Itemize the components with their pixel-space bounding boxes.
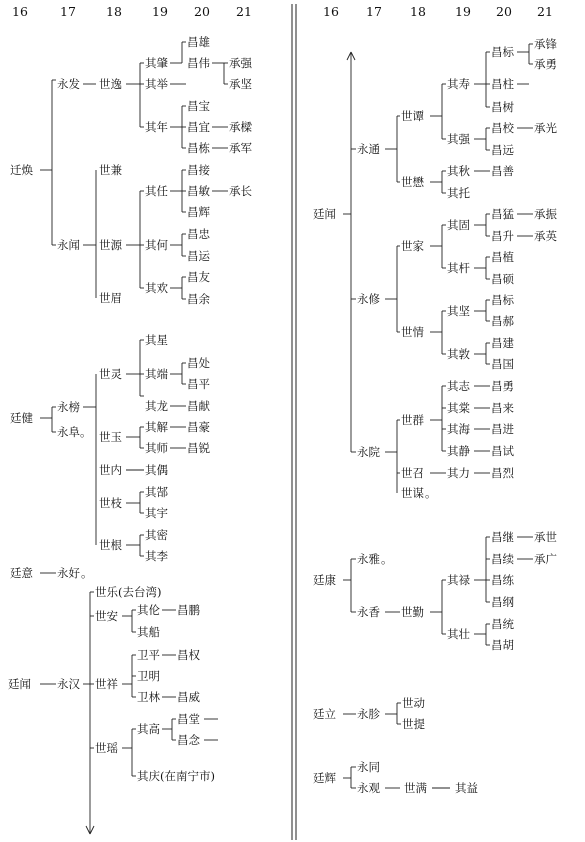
person-name: 永雅 [357, 552, 380, 566]
left-tree-1 [10, 35, 252, 306]
person-name: 昌标 [491, 293, 514, 307]
person-name: 昌念 [177, 733, 200, 747]
person-name: 其棠 [447, 401, 470, 415]
gen-header-18: 18 [410, 4, 426, 19]
person-name: 其益 [455, 781, 478, 795]
person-name: 其秋 [447, 164, 470, 178]
person-name: 承强 [229, 56, 252, 70]
person-name: 永观 [357, 781, 380, 795]
person-name: 永闻 [57, 238, 80, 252]
person-name: 其宇 [145, 506, 168, 520]
person-name: 世满 [404, 781, 427, 795]
person-name: 世情 [401, 325, 424, 339]
person-name: 世乐(去台湾) [95, 585, 162, 599]
person-name: 永汉 [57, 677, 80, 691]
person-name: 其龙 [145, 399, 168, 413]
right-tree-3 [313, 696, 425, 731]
gen-header-17: 17 [366, 4, 382, 19]
person-name: 永好 [57, 566, 80, 580]
person-name: 卫明 [137, 669, 160, 683]
person-name: 昌续 [491, 552, 514, 566]
person-name: 廷辉 [313, 771, 336, 785]
person-name: 昌运 [187, 249, 210, 263]
person-name: 世提 [402, 717, 425, 731]
person-name: 其庆(在南宁市) [137, 769, 215, 783]
person-name: 其星 [145, 333, 168, 347]
person-name: 昌国 [491, 357, 514, 371]
gen-header-19: 19 [152, 4, 168, 19]
person-name: 承坚 [229, 77, 252, 91]
person-name: 其何 [145, 238, 168, 252]
ellipsis-mark: 。 [81, 566, 93, 580]
person-name: 其欢 [145, 281, 168, 295]
person-name: 永香 [357, 605, 380, 619]
left-tree-4 [8, 585, 218, 834]
person-name: 昌校 [491, 121, 514, 135]
person-name: 昌忠 [187, 227, 210, 241]
person-name: 昌宜 [187, 120, 210, 134]
person-name: 廷康 [313, 573, 336, 587]
person-name: 其李 [145, 549, 168, 563]
person-name: 昌硕 [491, 272, 514, 286]
connector-line [347, 52, 351, 60]
person-name: 承光 [534, 121, 557, 135]
person-name: 永阜 [57, 425, 80, 439]
person-name: 承长 [229, 184, 252, 198]
person-name: 昌献 [187, 399, 210, 413]
person-name: 其举 [145, 77, 168, 91]
person-name: 世安 [95, 609, 118, 623]
person-name: 昌权 [177, 648, 200, 662]
person-name: 其壮 [447, 627, 470, 641]
person-name: 其海 [447, 422, 470, 436]
person-name: 其任 [145, 184, 168, 198]
person-name: 世逸 [99, 77, 122, 91]
person-name: 昌平 [187, 377, 210, 391]
person-name: 世祥 [95, 677, 118, 691]
person-name: 世枝 [99, 496, 122, 510]
person-name: 其年 [145, 120, 168, 134]
person-name: 世谭 [401, 109, 424, 123]
ellipsis-mark: 。 [425, 486, 437, 500]
person-name: 承英 [534, 229, 557, 243]
person-name: 昌统 [491, 617, 514, 631]
person-name: 昌继 [491, 530, 514, 544]
person-name: 承世 [534, 530, 557, 544]
person-name: 其坚 [447, 304, 470, 318]
person-name: 昌升 [491, 229, 514, 243]
person-name: 昌柱 [491, 77, 514, 91]
person-name: 其端 [145, 367, 168, 381]
person-name: 廷立 [313, 707, 336, 721]
person-name: 承广 [534, 552, 557, 566]
ellipsis-mark: 。 [381, 552, 393, 566]
person-name: 昌接 [187, 163, 210, 177]
person-name: 卫林 [137, 690, 160, 704]
person-name: 世瑶 [95, 741, 118, 755]
person-name: 昌处 [187, 356, 210, 370]
person-name: 世群 [401, 413, 424, 427]
person-name: 卫平 [137, 648, 160, 662]
person-name: 世灵 [99, 367, 122, 381]
person-name: 其解 [145, 420, 168, 434]
person-name: 其固 [447, 218, 470, 232]
person-name: 昌伟 [187, 56, 210, 70]
person-name: 世召 [401, 466, 424, 480]
gen-header-18: 18 [106, 4, 122, 19]
person-name: 昌远 [491, 143, 514, 157]
person-name: 其强 [447, 132, 470, 146]
gen-header-21: 21 [236, 4, 252, 19]
gen-header-16: 16 [12, 4, 28, 19]
person-name: 昌练 [491, 573, 514, 587]
person-name: 昌鹏 [177, 603, 200, 617]
person-name: 昌植 [491, 250, 514, 264]
person-name: 承锋 [534, 37, 557, 51]
person-name: 昌善 [491, 164, 514, 178]
person-name: 昌郝 [491, 314, 514, 328]
gen-header-20: 20 [194, 4, 210, 19]
person-name: 永修 [357, 292, 380, 306]
right-tree-1 [313, 37, 557, 500]
person-name: 世源 [99, 238, 122, 252]
person-name: 昌余 [187, 292, 210, 306]
person-name: 迁焕 [10, 163, 33, 177]
person-name: 世玉 [99, 430, 122, 444]
person-name: 世根 [99, 538, 122, 552]
person-name: 昌胡 [491, 638, 514, 652]
person-name: 昌标 [491, 45, 514, 59]
person-name: 永榜 [57, 400, 80, 414]
person-name: 廷健 [10, 411, 33, 425]
connector-line [90, 826, 94, 834]
person-name: 昌宝 [187, 99, 210, 113]
person-name: 昌友 [187, 270, 210, 284]
person-name: 其志 [447, 379, 470, 393]
person-name: 昌来 [491, 401, 514, 415]
person-name: 廷意 [10, 566, 33, 580]
person-name: 承勇 [534, 57, 557, 71]
person-name: 其禄 [447, 573, 470, 587]
person-name: 永院 [357, 445, 380, 459]
person-name: 永通 [357, 142, 380, 156]
person-name: 其师 [145, 441, 168, 455]
person-name: 永发 [57, 77, 80, 91]
person-name: 其船 [137, 625, 160, 639]
gen-header-21: 21 [537, 4, 553, 19]
person-name: 其密 [145, 528, 168, 542]
person-name: 廷闻 [313, 207, 336, 221]
person-name: 昌辉 [187, 205, 210, 219]
connector-line [86, 826, 90, 834]
person-name: 其静 [447, 444, 470, 458]
person-name: 承振 [534, 207, 557, 221]
person-name: 昌勇 [491, 379, 514, 393]
person-name: 世兼 [99, 163, 122, 177]
person-name: 承樑 [229, 120, 252, 134]
person-name: 其力 [447, 466, 470, 480]
person-name: 其伦 [137, 603, 160, 617]
person-name: 昌栋 [187, 141, 210, 155]
gen-header-16: 16 [323, 4, 339, 19]
person-name: 昌猛 [491, 207, 514, 221]
person-name: 世动 [402, 696, 425, 710]
person-name: 永同 [357, 760, 380, 774]
person-name: 昌豪 [187, 420, 210, 434]
person-name: 其托 [447, 186, 470, 200]
gen-header-20: 20 [496, 4, 512, 19]
person-name: 昌威 [177, 690, 200, 704]
person-name: 昌烈 [491, 466, 514, 480]
person-name: 昌纲 [491, 595, 514, 609]
ellipsis-mark: 。 [80, 425, 92, 439]
person-name: 世家 [401, 239, 424, 253]
person-name: 其偶 [145, 463, 168, 477]
person-name: 世懋 [401, 175, 424, 189]
person-name: 其郜 [145, 485, 168, 499]
person-name: 昌堂 [177, 712, 200, 726]
person-name: 世勤 [401, 605, 424, 619]
person-name: 其高 [137, 722, 160, 736]
person-name: 其寿 [447, 77, 470, 91]
connector-line [351, 52, 355, 60]
person-name: 昌雄 [187, 35, 210, 49]
person-name: 昌进 [491, 422, 514, 436]
person-name: 其肇 [145, 56, 168, 70]
person-name: 世内 [99, 463, 122, 477]
gen-header-17: 17 [60, 4, 76, 19]
person-name: 廷闻 [8, 677, 31, 691]
left-tree-3 [10, 566, 93, 580]
person-name: 昌敏 [187, 184, 210, 198]
person-name: 其杆 [447, 261, 470, 275]
person-name: 世谋 [401, 486, 424, 500]
person-name: 承军 [229, 141, 252, 155]
person-name: 永胗 [357, 707, 380, 721]
person-name: 世眉 [99, 291, 122, 305]
person-name: 昌试 [491, 444, 514, 458]
right-tree-4 [313, 760, 478, 795]
person-name: 昌锐 [187, 441, 210, 455]
person-name: 昌树 [491, 100, 514, 114]
person-name: 昌建 [491, 336, 514, 350]
gen-header-19: 19 [455, 4, 471, 19]
person-name: 其敦 [447, 347, 470, 361]
left-tree-2 [10, 333, 210, 563]
right-tree-2 [313, 530, 557, 652]
